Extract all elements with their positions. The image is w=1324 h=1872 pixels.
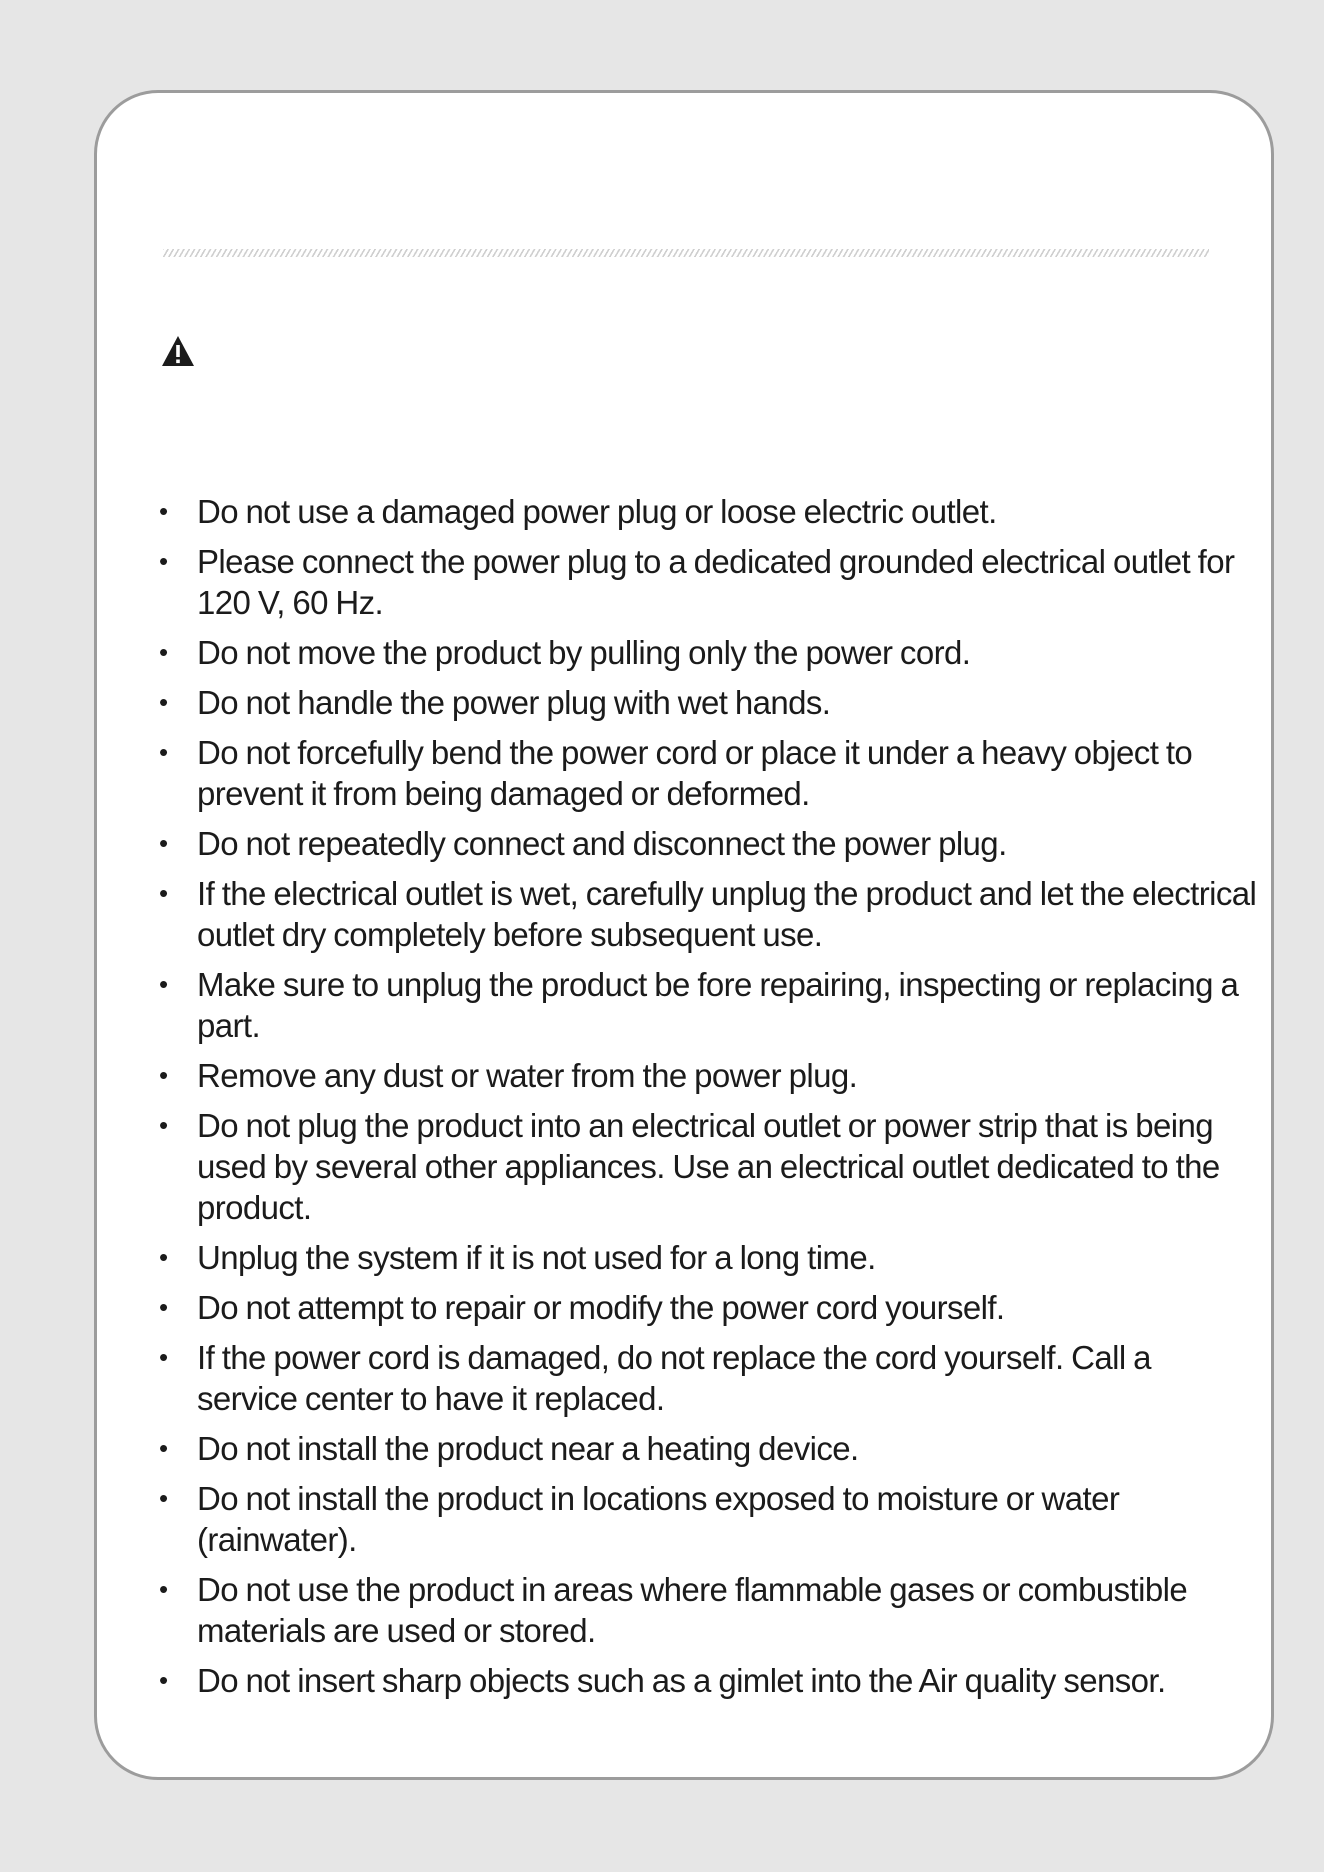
list-item-text: Do not repeatedly connect and disconnect the power plug. <box>197 825 1007 862</box>
hatched-divider <box>163 249 1209 257</box>
bullet: • <box>159 1110 168 1140</box>
list-item <box>159 1287 1259 1328</box>
list-item-text: Do not plug the product into an electrical outlet or power strip that is being used by several other appliances. Use an electrical outlet dedicated to the product. <box>197 1107 1220 1226</box>
bullet: • <box>159 1292 168 1322</box>
list-item-text: Make sure to unplug the product be fore repairing, inspecting or replacing a part. <box>197 966 1239 1044</box>
bullet: • <box>159 1342 168 1372</box>
list-item <box>159 541 1259 623</box>
list-item-text: Do not install the product in locations exposed to moisture or water (rainwater). <box>197 1480 1120 1558</box>
list-item <box>159 632 1259 673</box>
bullet: • <box>159 637 168 667</box>
list-item <box>159 682 1259 723</box>
list-item-text: Do not attempt to repair or modify the power cord yourself. <box>197 1289 1005 1326</box>
list-item <box>159 1660 1259 1701</box>
list-item <box>159 732 1259 814</box>
bullet: • <box>159 1483 168 1513</box>
bullet: • <box>159 737 168 767</box>
list-item-text: If the electrical outlet is wet, carefully unplug the product and let the electrical outlet dry completely before subsequent use. <box>197 875 1257 953</box>
list-item-text: Unplug the system if it is not used for a long time. <box>197 1239 876 1276</box>
list-item-text: If the power cord is damaged, do not replace the cord yourself. Call a service center to have it replaced. <box>197 1339 1151 1417</box>
bullet: • <box>159 969 168 999</box>
list-item <box>159 1237 1259 1278</box>
list-item <box>159 1569 1259 1651</box>
bullet: • <box>159 546 168 576</box>
bullet: • <box>159 878 168 908</box>
bullet: • <box>159 1574 168 1604</box>
list-item <box>159 1337 1259 1419</box>
list-item-text: Do not use the product in areas where flammable gases or combustible materials are used or stored. <box>197 1571 1188 1649</box>
list-item <box>159 1428 1259 1469</box>
list-item-text: Do not use a damaged power plug or loose electric outlet. <box>197 493 997 530</box>
list-item <box>159 823 1259 864</box>
bullet: • <box>159 1433 168 1463</box>
list-item-text: Do not move the product by pulling only the power cord. <box>197 634 971 671</box>
bullet: • <box>159 496 168 526</box>
bullet: • <box>159 828 168 858</box>
bullet: • <box>159 1665 168 1695</box>
bullet: • <box>159 687 168 717</box>
list-item <box>159 1105 1259 1228</box>
bullet: • <box>159 1060 168 1090</box>
list-item-text: Remove any dust or water from the power plug. <box>197 1057 858 1094</box>
safety-instructions-list <box>159 491 1259 1710</box>
bullet: • <box>159 1242 168 1272</box>
list-item-text: Do not install the product near a heating device. <box>197 1430 859 1467</box>
safety-card <box>94 90 1274 1780</box>
list-item <box>159 873 1259 955</box>
list-item <box>159 1478 1259 1560</box>
warning-triangle-icon <box>161 335 195 367</box>
list-item-text: Do not insert sharp objects such as a gimlet into the Air quality sensor. <box>197 1662 1166 1699</box>
list-item <box>159 1055 1259 1096</box>
list-item <box>159 964 1259 1046</box>
list-item-text: Please connect the power plug to a dedicated grounded electrical outlet for 120 V, 60 Hz. <box>197 543 1235 621</box>
list-item-text: Do not handle the power plug with wet hands. <box>197 684 831 721</box>
list-item <box>159 491 1259 532</box>
list-item-text: Do not forcefully bend the power cord or place it under a heavy object to prevent it from being damaged or deformed. <box>197 734 1193 812</box>
